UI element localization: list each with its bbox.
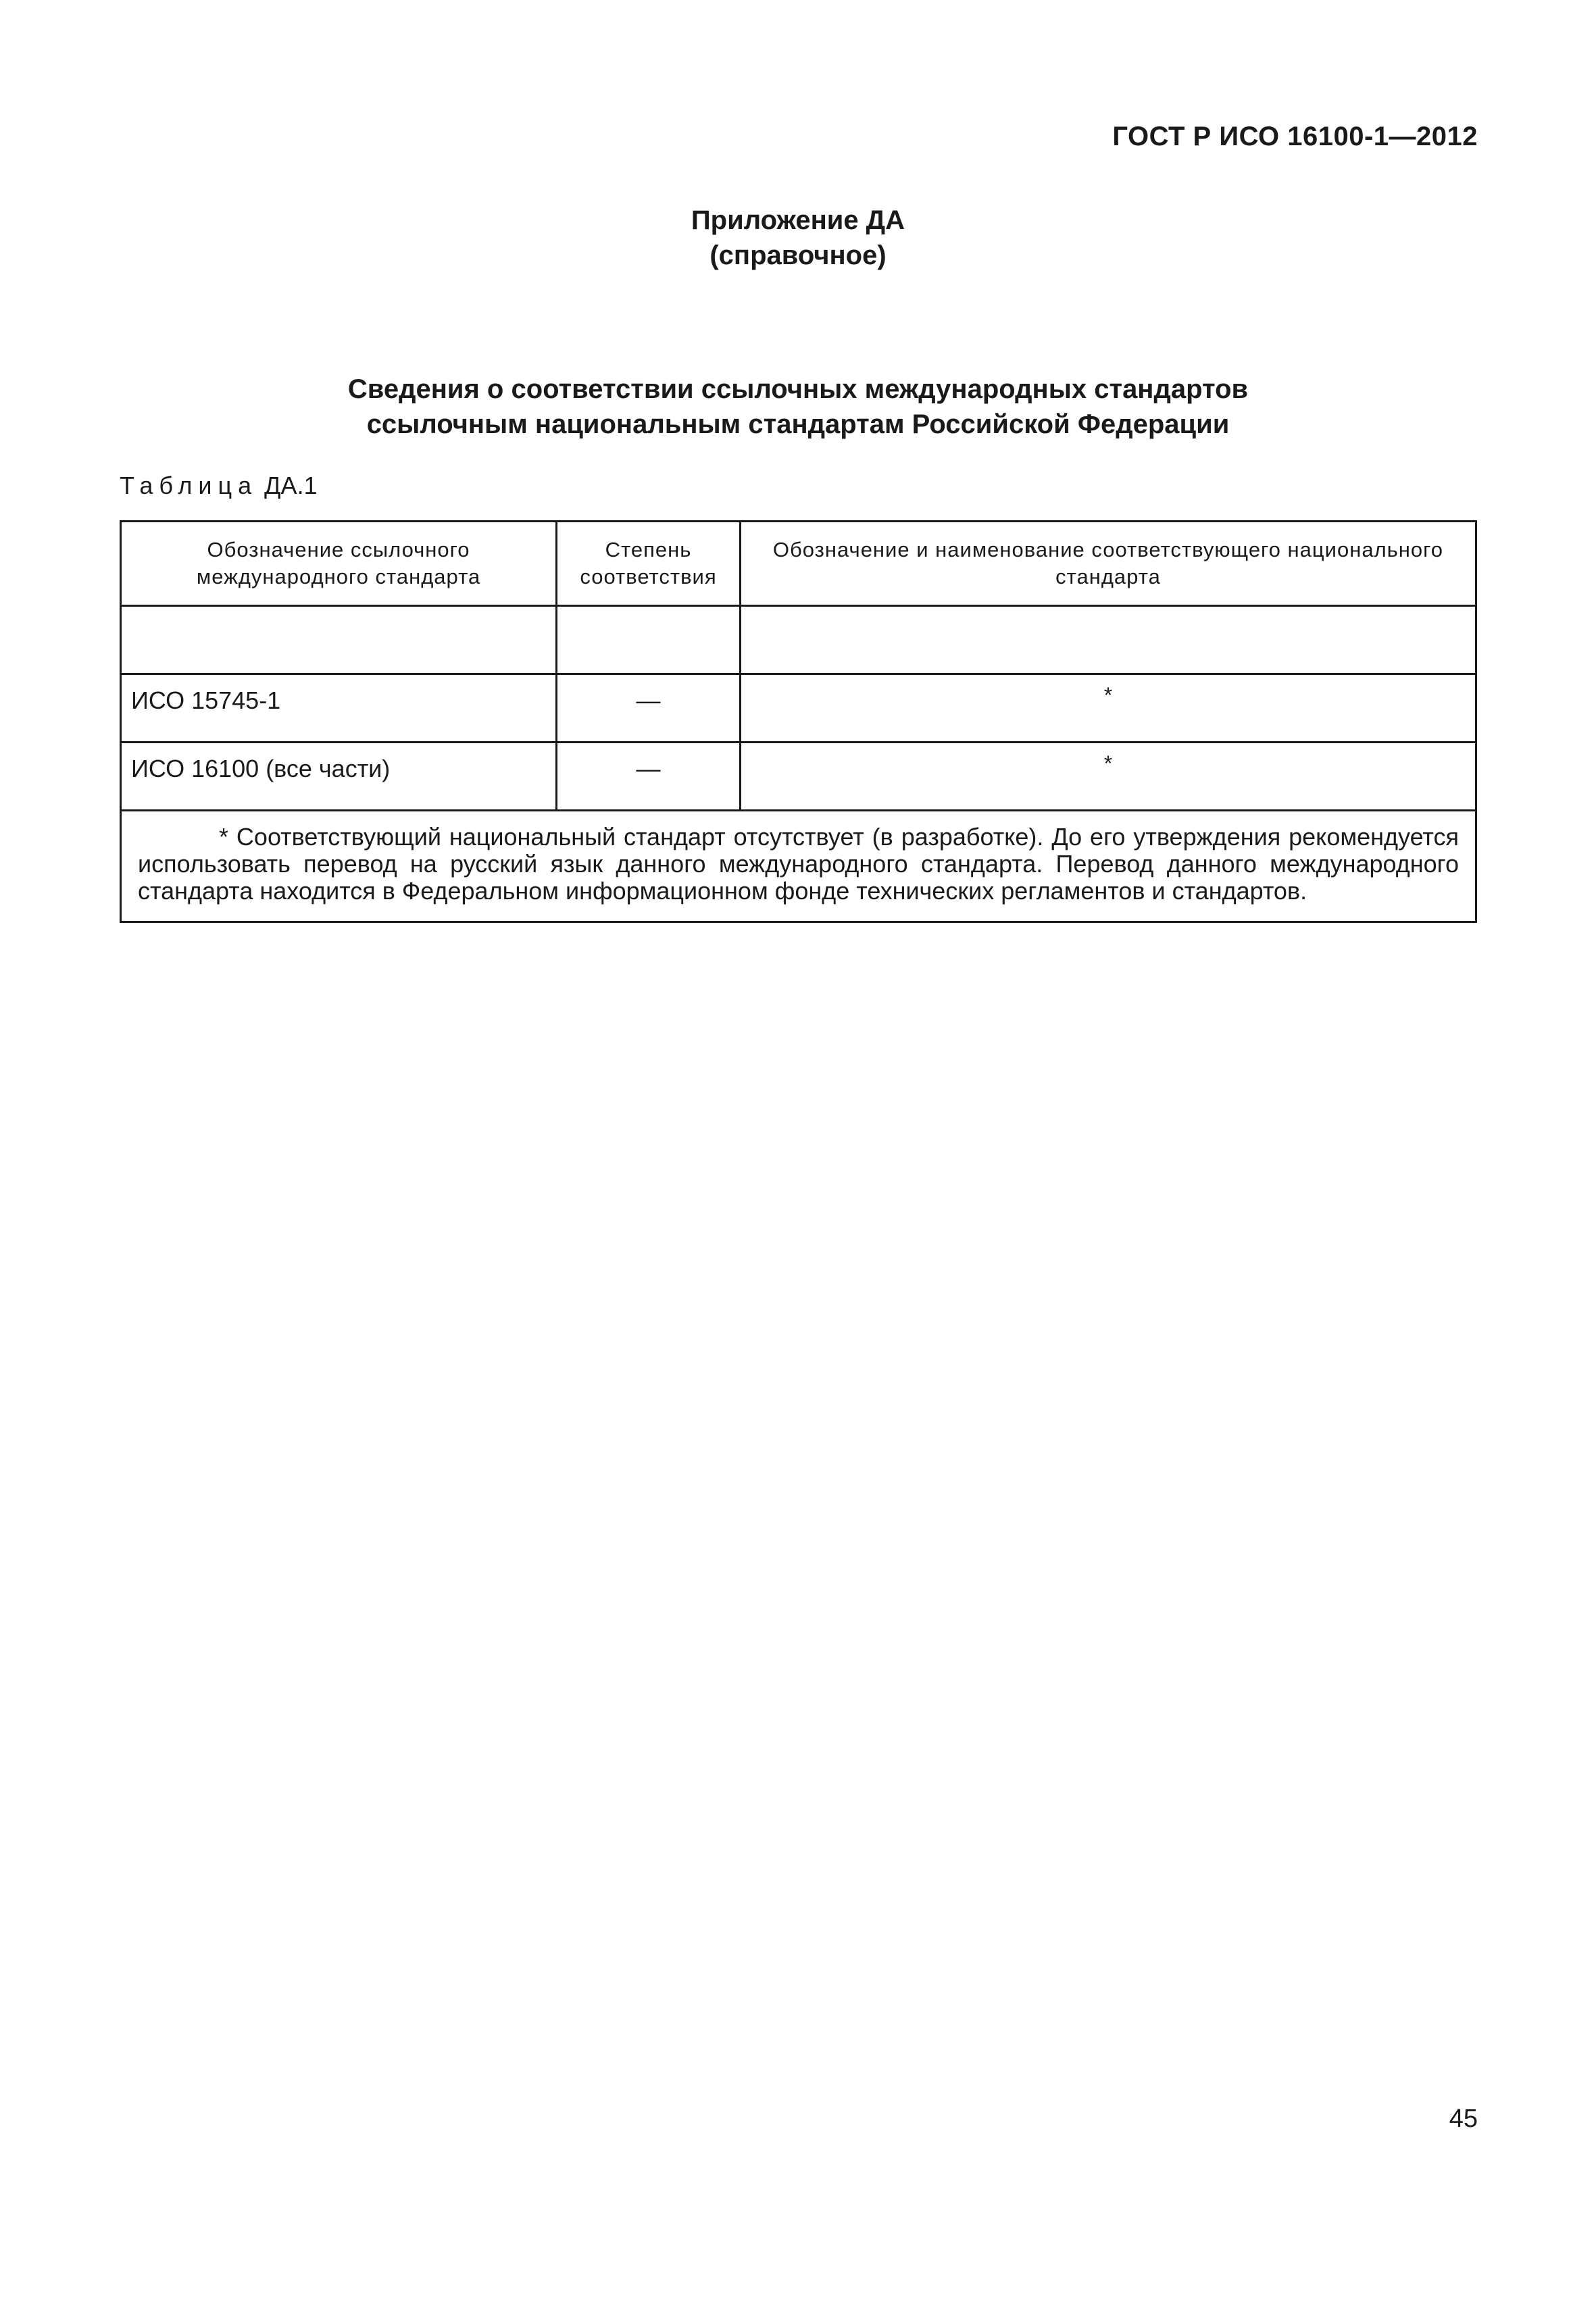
table-row <box>121 743 1476 811</box>
table-caption-prefix: Таблица <box>120 472 258 499</box>
table-caption-id: ДА.1 <box>264 472 318 499</box>
heading-line-1: Сведения о соответствии ссылочных международных стандартов <box>347 374 1249 404</box>
section-heading <box>0 372 1596 442</box>
table-caption <box>120 472 318 500</box>
column-header-degree: Степень соответствия <box>557 522 741 606</box>
heading-line-2: ссылочным национальным стандартам Российской Федерации <box>366 409 1230 439</box>
cell-degree: — <box>557 743 741 811</box>
cell-ref: ИСО 15745-1 <box>121 674 557 743</box>
column-header-ref: Обозначение ссылочного международного стандарта <box>121 522 557 606</box>
standards-table <box>120 520 1477 923</box>
appendix-subtitle: (справочное) <box>709 241 887 270</box>
appendix-block <box>0 203 1596 273</box>
footnote-row <box>121 811 1476 922</box>
cell-national: * <box>740 743 1476 811</box>
cell-ref: ИСО 16100 (все части) <box>121 743 557 811</box>
header-separator <box>121 606 1476 674</box>
table-header-row <box>121 522 1476 606</box>
page-number: 45 <box>1449 2105 1478 2133</box>
appendix-title: Приложение ДА <box>691 205 905 235</box>
document-code: ГОСТ Р ИСО 16100-1—2012 <box>1112 122 1478 151</box>
table-row <box>121 674 1476 743</box>
table-footnote: * Соответствующий национальный стандарт отсутствует (в разработке). До его утверждения рекомендуется использовать перевод на русский язык данного международного стандарта. Перевод данного международного стандарта находится в Федеральном информационном фонде технических регламентов и стандартов. <box>121 811 1476 922</box>
cell-national: * <box>740 674 1476 743</box>
column-header-national: Обозначение и наименование соответствующего национального стандарта <box>740 522 1476 606</box>
cell-degree: — <box>557 674 741 743</box>
